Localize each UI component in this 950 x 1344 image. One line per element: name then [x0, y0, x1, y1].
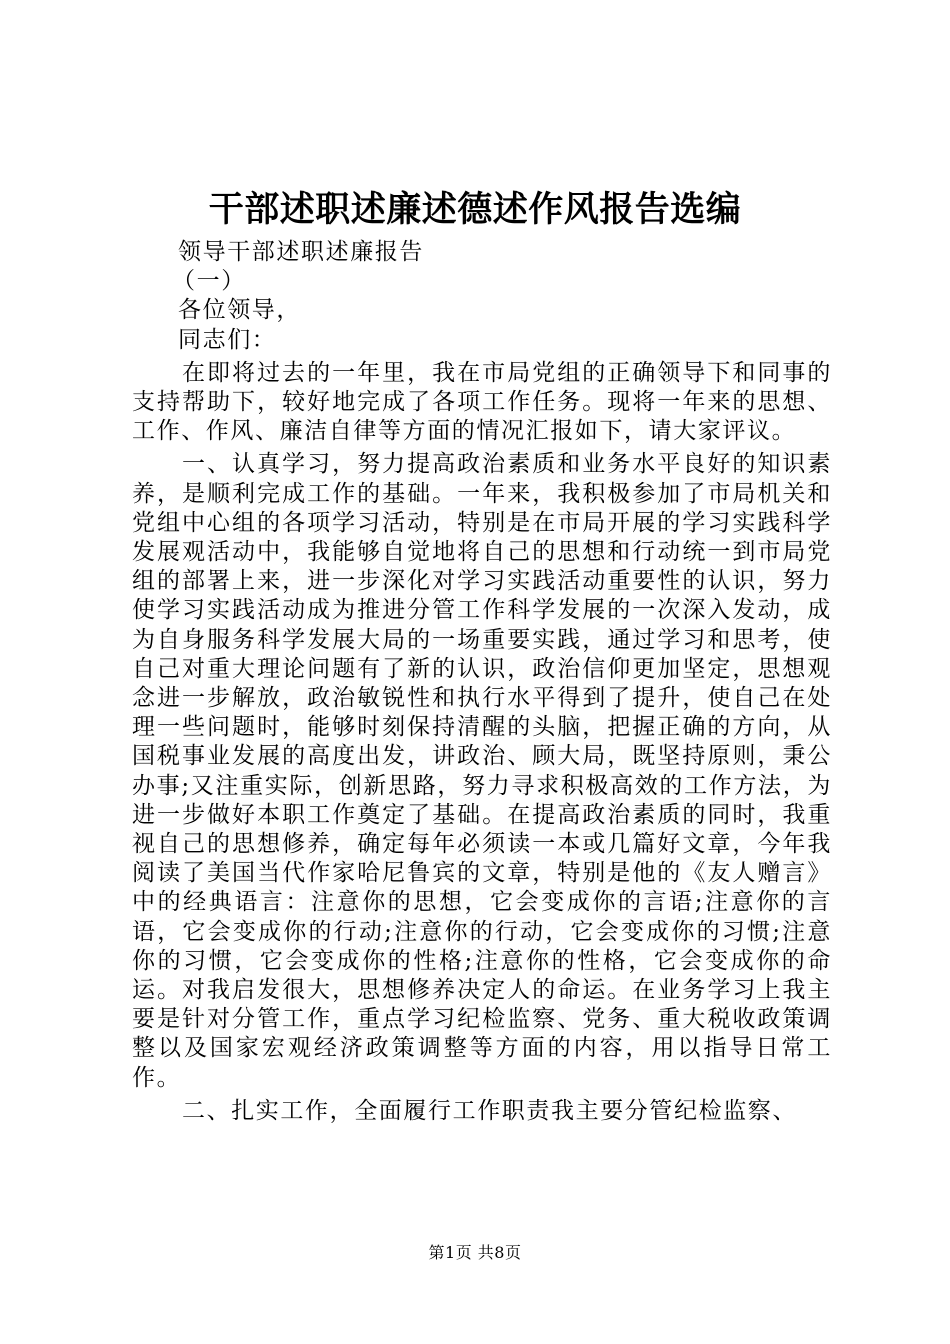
document-title: 干部述职述廉述德述作风报告选编: [208, 189, 742, 230]
document-body: [132, 238, 832, 1126]
paragraph-section-2: 二、扎实工作，全面履行工作职责我主要分管纪检监察、: [182, 1097, 797, 1124]
page-number-footer: 第1页 共8页: [428, 1243, 522, 1262]
section-number: （一）: [172, 268, 246, 295]
paragraph-intro: 在即将过去的一年里，我在市局党组的正确领导下和同事的支持帮助下，较好地完成了各项工作任务。现将一年来的思想、工作、作风、廉洁自律等方面的情况汇报如下，请大家评议。: [132, 359, 832, 445]
salutation-comrades: 同志们：: [178, 326, 277, 353]
paragraph-section-1: 一、认真学习，努力提高政治素质和业务水平良好的知识素养，是顺利完成工作的基础。一年来，我积极参加了市局机关和党组中心组的各项学习活动，特别是在市局开展的学习实践科学发展观活动中，我能够自觉地将自己的思想和行动统一到市局党组的部署上来，进一步深化对学习实践活动重要性的认识，努力使学习实践活动成为推进分管工作科学发展的一次深入发动，成为自身服务科学发展大局的一场重要实践，通过学习和思考，使自己对重大理论问题有了新的认识，政治信仰更加坚定，思想观念进一步解放，政治敏锐性和执行水平得到了提升，使自己在处理一些问题时，能够时刻保持清醒的头脑，把握正确的方向，从国税事业发展的高度出发，讲政治、顾大局，既坚持原则，秉公办事;又注重实际，创新思路，努力寻求积极高效的工作方法，为进一步做好本职工作奠定了基础。在提高政治素质的同时，我重视自己的思想修养，确定每年必须读一本或几篇好文章，今年我阅读了美国当代作家哈尼鲁宾的文章，特别是他的《友人赠言》中的经典语言：注意你的思想，它会变成你的言语;注意你的言语，它会变成你的行动;注意你的行动，它会变成你的习惯;注意你的习惯，它会变成你的性格;注意你的性格，它会变成你的命运。对我启发很大，思想修养决定人的命运。在业务学习上我主要是针对分管工作，重点学习纪检监察、党务、重大税收政策调整以及国家宏观经济政策调整等方面的内容，用以指导日常工作。: [132, 451, 832, 1091]
report-subtitle: 领导干部述职述廉报告: [178, 239, 424, 265]
salutation-leaders: 各位领导，: [178, 297, 301, 324]
